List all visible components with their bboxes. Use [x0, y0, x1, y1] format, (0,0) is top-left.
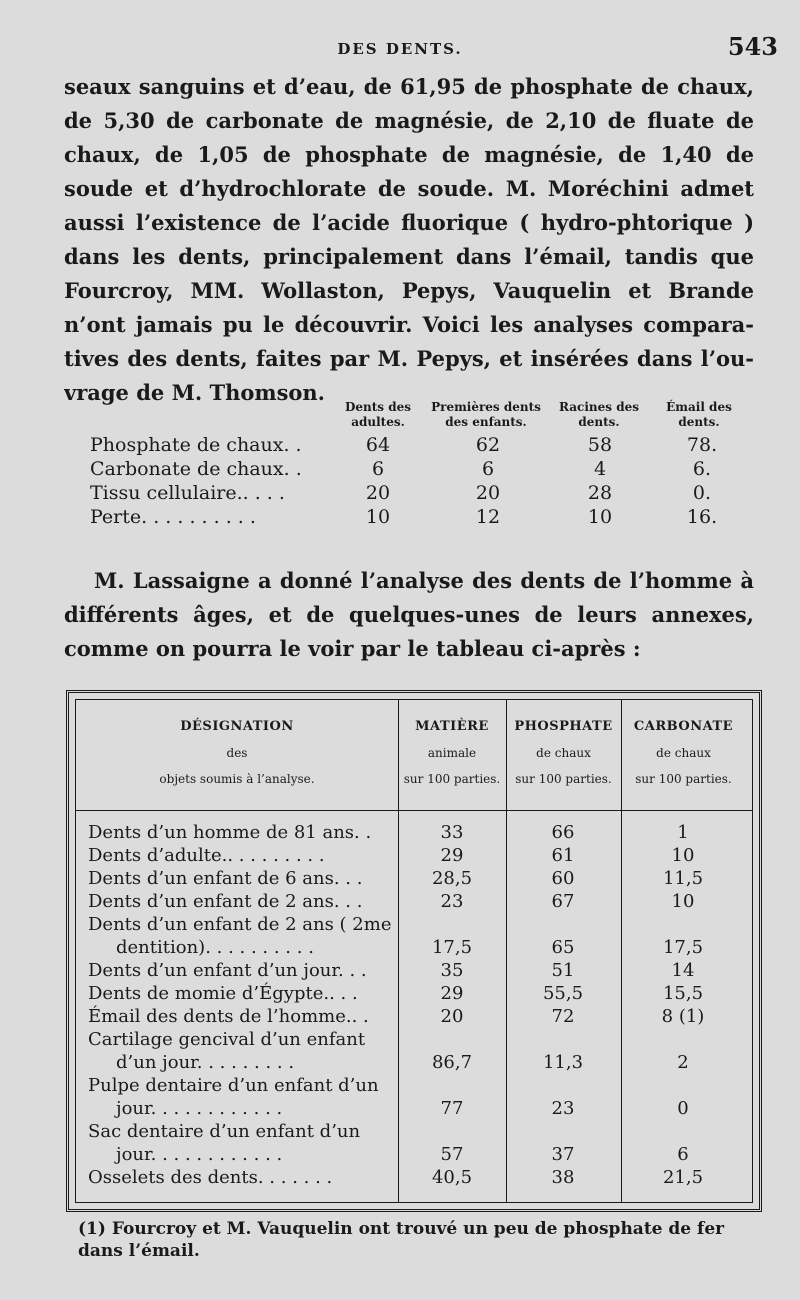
table-cell: 20: [365, 482, 391, 504]
table-cell: 51: [551, 960, 575, 981]
table-cell: 62: [475, 434, 501, 456]
table-cell: 4: [593, 458, 607, 480]
row-label-continuation: jour. . . . . . . . . . . .: [116, 1098, 283, 1119]
running-head-title: DES DENTS.: [337, 40, 463, 58]
footnote: (1) Fourcroy et M. Vauquelin ont trouvé un peu de phosphate de fer dans l’émail.: [78, 1219, 725, 1261]
row-label: Sac dentaire d’un enfant d’un: [88, 1121, 361, 1142]
table-row: [76, 845, 752, 868]
text-line: tives des dents, faites par M. Pepys, et insérées dans l’ou-: [64, 346, 754, 371]
table-row: [90, 482, 750, 506]
table-frame: [75, 699, 753, 1203]
column-header: [398, 714, 506, 792]
table-cell: 16.: [686, 506, 718, 528]
table-cell: 67: [551, 891, 575, 912]
row-label: Dents d’un enfant de 6 ans. . .: [88, 868, 363, 889]
text-line: seaux sanguins et d’eau, de 61,95 de phosphate de chaux,: [64, 74, 754, 99]
table-row: [76, 983, 752, 1006]
table-cell: 40,5: [431, 1167, 473, 1188]
table-cell: 17,5: [662, 937, 704, 958]
table-cell: 21,5: [662, 1167, 704, 1188]
table-row: [76, 1121, 752, 1167]
row-label: Phosphate de chaux. .: [90, 434, 302, 456]
table-row: [90, 434, 750, 458]
table-cell: 78.: [686, 434, 718, 456]
table-row: [76, 891, 752, 914]
row-label: Cartilage gencival d’un enfant: [88, 1029, 366, 1050]
row-label: Carbonate de chaux. .: [90, 458, 302, 480]
column-header: Dents des adultes.: [344, 400, 412, 429]
text-line: de 5,30 de carbonate de magnésie, de 2,10 de fluate de: [64, 108, 754, 133]
table-cell: 10: [671, 891, 695, 912]
header-title: CARBONATE: [633, 719, 734, 734]
table-cell: 20: [440, 1006, 464, 1027]
row-label-continuation: jour. . . . . . . . . . . .: [116, 1144, 283, 1165]
table-row: [90, 458, 750, 482]
table-row: [76, 914, 752, 960]
column-header: Émail des dents.: [666, 400, 732, 429]
text-line: différents âges, et de quelques-unes de leurs annexes,: [64, 602, 754, 627]
table-cell: 61: [551, 845, 575, 866]
table-cell: 6.: [692, 458, 712, 480]
table-cell: 33: [440, 822, 464, 843]
table-cell: 38: [551, 1167, 575, 1188]
header-line: sur 100 parties.: [515, 772, 612, 786]
row-label: Dents d’un enfant de 2 ans ( 2me: [88, 914, 392, 935]
header-divider: [76, 810, 752, 811]
header-line: de chaux: [656, 746, 711, 760]
row-label: Pulpe dentaire d’un enfant d’un: [88, 1075, 379, 1096]
row-label: Perte. . . . . . . . . .: [90, 506, 256, 528]
table-row: [76, 1006, 752, 1029]
page-number: 543: [727, 32, 778, 61]
header-line: objets soumis à l’analyse.: [159, 772, 315, 786]
table-cell: 0: [677, 1098, 689, 1119]
table-cell: 1: [677, 822, 689, 843]
table-row: [76, 1075, 752, 1121]
table-cell: 64: [365, 434, 391, 456]
text-line: chaux, de 1,05 de phosphate de magnésie, de 1,40 de: [64, 142, 754, 167]
table-cell: 0.: [692, 482, 712, 504]
pepys-analysis-table: [90, 400, 750, 530]
table-cell: 72: [551, 1006, 575, 1027]
row-label: Tissu cellulaire.. . . .: [90, 482, 285, 504]
row-label: Dents d’un homme de 81 ans. .: [88, 822, 372, 843]
header-title: PHOSPHATE: [514, 719, 613, 734]
header-title: DÉSIGNATION: [180, 719, 294, 734]
pepys-table-header: [90, 400, 750, 434]
table-cell: 2: [677, 1052, 689, 1073]
table-cell: 35: [440, 960, 464, 981]
table-cell: 10: [587, 506, 613, 528]
table-cell: 86,7: [431, 1052, 473, 1073]
table-cell: 65: [551, 937, 575, 958]
row-label-continuation: dentition). . . . . . . . . .: [116, 937, 314, 958]
row-label: Dents d’un enfant d’un jour. . .: [88, 960, 367, 981]
paragraph-2: [64, 564, 754, 666]
column-header: Racines des dents.: [559, 400, 639, 429]
table-cell: 37: [551, 1144, 575, 1165]
text-line: n’ont jamais pu le découvrir. Voici les analyses compara-: [64, 312, 754, 337]
text-line: Fourcroy, MM. Wollaston, Pepys, Vauquelin et Brande: [64, 278, 754, 303]
table-cell: 60: [551, 868, 575, 889]
table-row: [76, 960, 752, 983]
header-line: de chaux: [536, 746, 591, 760]
header-line: animale: [427, 746, 477, 760]
table-cell: 29: [440, 983, 464, 1004]
row-label: Dents d’adulte.. . . . . . . . .: [88, 845, 325, 866]
table-row: [90, 506, 750, 530]
running-head: [0, 32, 800, 64]
row-label: Dents de momie d’Égypte.. . .: [88, 983, 358, 1004]
table-row: [76, 822, 752, 845]
header-line: sur 100 parties.: [403, 772, 501, 786]
table-cell: 15,5: [662, 983, 704, 1004]
table-row: [76, 1167, 752, 1190]
table-cell: 23: [440, 891, 464, 912]
row-label: Dents d’un enfant de 2 ans. . .: [88, 891, 363, 912]
table-cell: 29: [440, 845, 464, 866]
row-label: Osselets des dents. . . . . . .: [88, 1167, 333, 1188]
text-line: M. Lassaigne a donné l’analyse des dents de l’homme à: [94, 568, 754, 593]
header-line: des: [226, 746, 248, 760]
table-cell: 55,5: [542, 983, 584, 1004]
text-line: vrage de M. Thomson.: [64, 380, 325, 405]
text-line: aussi l’existence de l’acide fluorique ( hydro-phtorique ): [64, 210, 754, 235]
table-cell: 28,5: [431, 868, 473, 889]
table-row: [76, 1029, 752, 1075]
lassaigne-analysis-table: [66, 690, 762, 1212]
table-cell: 77: [440, 1098, 464, 1119]
table-cell: 8 (1): [661, 1006, 705, 1027]
table-cell: 28: [587, 482, 613, 504]
column-header: [621, 714, 746, 792]
column-header: [506, 714, 621, 792]
text-line: comme on pourra le voir par le tableau ci-après :: [64, 636, 641, 661]
table-cell: 23: [551, 1098, 575, 1119]
table-cell: 11,3: [542, 1052, 584, 1073]
table-cell: 10: [365, 506, 391, 528]
paragraph-1: [64, 70, 754, 410]
table-cell: 6: [371, 458, 385, 480]
table-row: [76, 868, 752, 891]
column-header: Premières dents des enfants.: [431, 400, 541, 429]
row-label: Émail des dents de l’homme.. .: [88, 1006, 369, 1027]
table-cell: 14: [671, 960, 695, 981]
text-line: dans les dents, principalement dans l’émail, tandis que: [64, 244, 754, 269]
table-cell: 58: [587, 434, 613, 456]
table-cell: 6: [677, 1144, 689, 1165]
header-line: sur 100 parties.: [635, 772, 732, 786]
table-cell: 20: [475, 482, 501, 504]
table-cell: 10: [671, 845, 695, 866]
column-header: [76, 714, 398, 792]
table-cell: 11,5: [662, 868, 704, 889]
header-title: MATIÈRE: [415, 719, 489, 734]
table-cell: 57: [440, 1144, 464, 1165]
table-cell: 12: [475, 506, 501, 528]
table-cell: 66: [551, 822, 575, 843]
table-cell: 17,5: [431, 937, 473, 958]
row-label-continuation: d’un jour. . . . . . . . .: [116, 1052, 295, 1073]
table-cell: 6: [481, 458, 495, 480]
text-line: soude et d’hydrochlorate de soude. M. Moréchini admet: [64, 176, 754, 201]
